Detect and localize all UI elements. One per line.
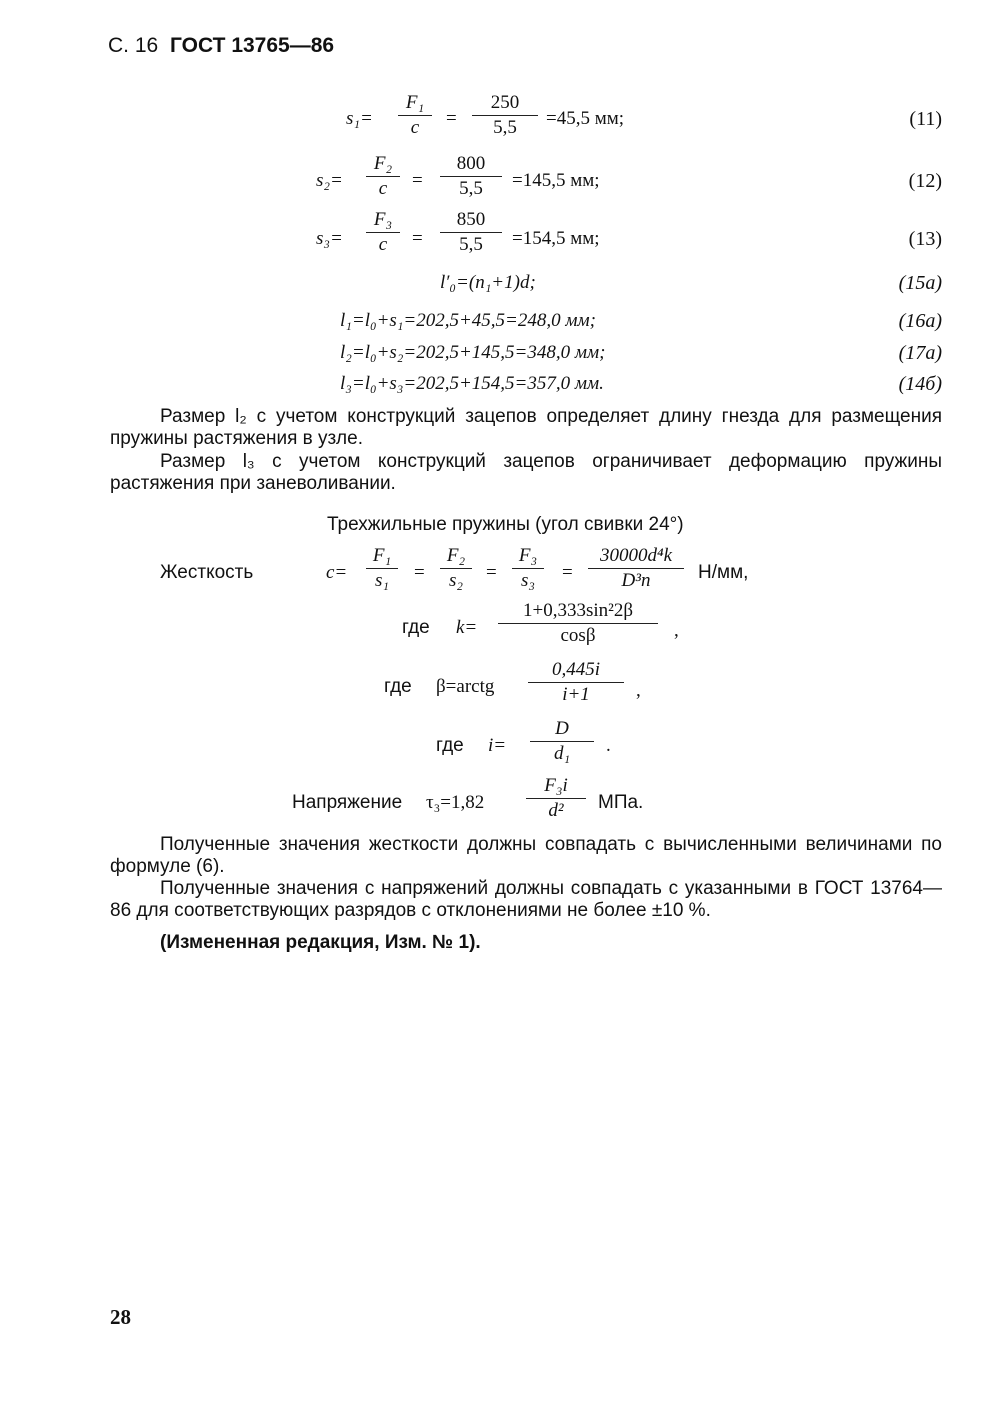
fraction — [440, 153, 502, 200]
where-word: где — [402, 617, 430, 638]
section-title: Трехжильные пружины (угол свивки 24°) — [327, 514, 684, 535]
paragraph-l3: Размер l₃ с учетом конструкций зацепов ограничивает деформацию пружины растяжения при заневоливании. — [110, 451, 942, 494]
equation-number: (12) — [908, 170, 942, 192]
numerator: 850 — [456, 209, 486, 230]
denominator: 5,5 — [493, 117, 517, 138]
formula-lhs: i= — [488, 735, 507, 756]
page-prefix: С. 16 — [108, 34, 159, 57]
equals-sign: = — [412, 170, 423, 191]
stress-label: Напряжение — [292, 792, 403, 813]
equation-number: (14б) — [898, 373, 942, 395]
trailing-punctuation: , — [674, 620, 679, 641]
page-header — [108, 34, 334, 58]
numerator: 0,445i — [551, 659, 601, 680]
formula-lhs: β=arctg — [436, 676, 495, 697]
numerator: 30000d⁴k — [599, 545, 673, 566]
fraction — [498, 600, 658, 647]
stress-unit: МПа. — [598, 792, 644, 813]
where-word: где — [436, 735, 464, 756]
numerator: F₂ — [373, 153, 393, 174]
equals-sign: = — [414, 562, 425, 583]
formula-result: =45,5 мм; — [546, 108, 625, 129]
revision-note: (Измененная редакция, Изм. № 1). — [160, 932, 481, 953]
stiffness-label: Жесткость — [160, 562, 254, 583]
numerator: F₃ — [518, 545, 538, 566]
formula-lhs: s₂= — [316, 170, 343, 191]
denominator: s₁ — [375, 570, 389, 591]
formula-lhs: c= — [326, 562, 348, 583]
equals-sign: = — [412, 228, 423, 249]
numerator: F₃i — [544, 775, 568, 796]
trailing-punctuation: , — [636, 680, 641, 701]
fraction — [366, 209, 400, 256]
paragraph-stress-check: Полученные значения с напряжений должны совпадать с указанными в ГОСТ 13764—86 для соответствующих разрядов с отклонениями не более ±10 %. — [110, 878, 942, 921]
fraction — [472, 92, 538, 139]
equation-number: (16a) — [898, 310, 942, 332]
formula-lhs: s₁= — [346, 108, 373, 129]
numerator: 250 — [490, 92, 520, 113]
denominator: c — [378, 178, 388, 199]
denominator: s₂ — [449, 570, 463, 591]
denominator: cosβ — [560, 625, 596, 646]
formula-expression: l₃=l₀+s₃=202,5+154,5=357,0 мм. — [340, 373, 604, 394]
formula-result: =145,5 мм; — [512, 170, 600, 191]
fraction — [398, 92, 432, 139]
denominator: c — [410, 117, 420, 138]
fraction — [530, 718, 594, 765]
numerator: F₁ — [405, 92, 425, 113]
equals-sign: = — [562, 562, 573, 583]
denominator: d₁ — [553, 743, 571, 764]
formula-lhs: k= — [456, 617, 478, 638]
where-word: где — [384, 676, 412, 697]
fraction — [512, 545, 544, 592]
denominator: 5,5 — [459, 234, 483, 255]
denominator: s₃ — [521, 570, 535, 591]
numerator: 800 — [456, 153, 486, 174]
formula-lhs: s₃= — [316, 228, 343, 249]
denominator: d² — [548, 800, 564, 821]
equals-sign: = — [486, 562, 497, 583]
formula-result: =154,5 мм; — [512, 228, 600, 249]
fraction — [366, 153, 400, 200]
fraction — [528, 659, 624, 706]
paragraph-l2: Размер l₂ с учетом конструкций зацепов определяет длину гнезда для размещения пружины растяжения в узле. — [110, 406, 942, 449]
formula-expression: l₁=l₀+s₁=202,5+45,5=248,0 мм; — [340, 310, 596, 331]
fraction — [440, 545, 472, 592]
formula-lhs: τ₃=1,82 — [426, 792, 485, 813]
fraction — [366, 545, 398, 592]
equation-number: (15a) — [898, 272, 942, 294]
numerator: F₃ — [373, 209, 393, 230]
fraction — [588, 545, 684, 592]
denominator: c — [378, 234, 388, 255]
formula-expression: l₂=l₀+s₂=202,5+145,5=348,0 мм; — [340, 342, 606, 363]
numerator: D — [555, 718, 569, 739]
denominator: 5,5 — [459, 178, 483, 199]
equation-number: (13) — [908, 228, 942, 250]
equals-sign: = — [446, 108, 457, 129]
equation-number: (17a) — [898, 342, 942, 364]
trailing-punctuation: . — [606, 735, 611, 756]
numerator: F₂ — [446, 545, 466, 566]
equation-number: (11) — [909, 108, 942, 130]
numerator: 1+0,333sin²2β — [522, 600, 633, 621]
page-number: 28 — [110, 1305, 131, 1329]
fraction — [440, 209, 502, 256]
stiffness-unit: Н/мм, — [698, 562, 749, 583]
denominator: D³n — [621, 570, 651, 591]
denominator: i+1 — [562, 684, 590, 705]
formula-expression: l′₀=(n₁+1)d; — [440, 272, 536, 293]
standard-title: ГОСТ 13765—86 — [170, 34, 335, 57]
fraction — [526, 775, 586, 822]
numerator: F₁ — [372, 545, 392, 566]
paragraph-stiffness-check: Полученные значения жесткости должны совпадать с вычисленными величинами по формуле (6). — [110, 834, 942, 877]
